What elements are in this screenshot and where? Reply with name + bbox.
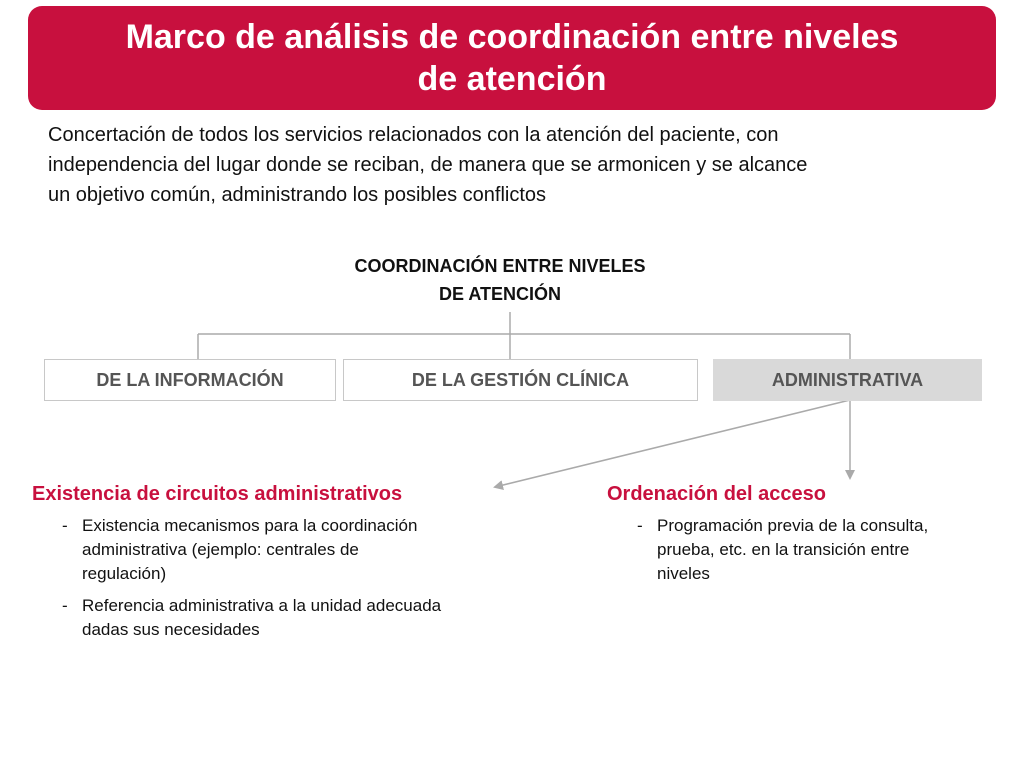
box-de-la-gestion-clinica <box>343 359 698 401</box>
intro-line-3: un objetivo común, administrando los posibles conflictos <box>48 184 547 206</box>
list-item-line: Referencia administrativa a la unidad adecuada <box>82 596 442 615</box>
column-heading: Existencia de circuitos administrativos <box>32 483 403 505</box>
list-item-line: administrativa (ejemplo: centrales de <box>82 540 359 559</box>
diagram-root-line-1: COORDINACIÓN ENTRE NIVELES <box>354 256 646 276</box>
list-item-line: dadas sus necesidades <box>82 620 260 639</box>
bullet-marker: - <box>62 596 68 615</box>
box-administrativa <box>713 359 982 401</box>
list-item-line: prueba, etc. en la transición entre <box>657 540 910 559</box>
list-item <box>32 514 552 586</box>
box-de-la-informacion <box>44 359 336 401</box>
intro-line-2: independencia del lugar donde se reciban, de manera que se armonicen y se alcance <box>48 154 808 176</box>
column-ordenacion-del-acceso <box>607 482 1007 594</box>
box-label: ADMINISTRATIVA <box>771 369 924 390</box>
list-item-line: Existencia mecanismos para la coordinación <box>82 516 418 535</box>
list-item-line: regulación) <box>82 564 167 583</box>
box-label: DE LA INFORMACIÓN <box>96 369 284 390</box>
diagram-root-line-2: DE ATENCIÓN <box>438 284 561 304</box>
slide-title-line-2: de atención <box>417 60 607 98</box>
box-label: DE LA GESTIÓN CLÍNICA <box>411 369 630 390</box>
column-circuitos-administrativos <box>32 482 552 650</box>
bullet-marker: - <box>62 516 68 535</box>
column-heading: Ordenación del acceso <box>607 483 826 505</box>
arrow-to-circuitos <box>495 400 850 487</box>
list-item <box>607 514 1007 586</box>
list-item-line: niveles <box>657 564 710 583</box>
bullet-list <box>32 514 552 642</box>
bullet-marker: - <box>637 516 643 535</box>
list-item-line: Programación previa de la consulta, <box>657 516 929 535</box>
bullet-list <box>607 514 1007 586</box>
slide-title-line-1: Marco de análisis de coordinación entre niveles <box>125 18 899 56</box>
list-item <box>32 594 552 642</box>
intro-line-1: Concertación de todos los servicios relacionados con la atención del paciente, con <box>48 124 779 146</box>
